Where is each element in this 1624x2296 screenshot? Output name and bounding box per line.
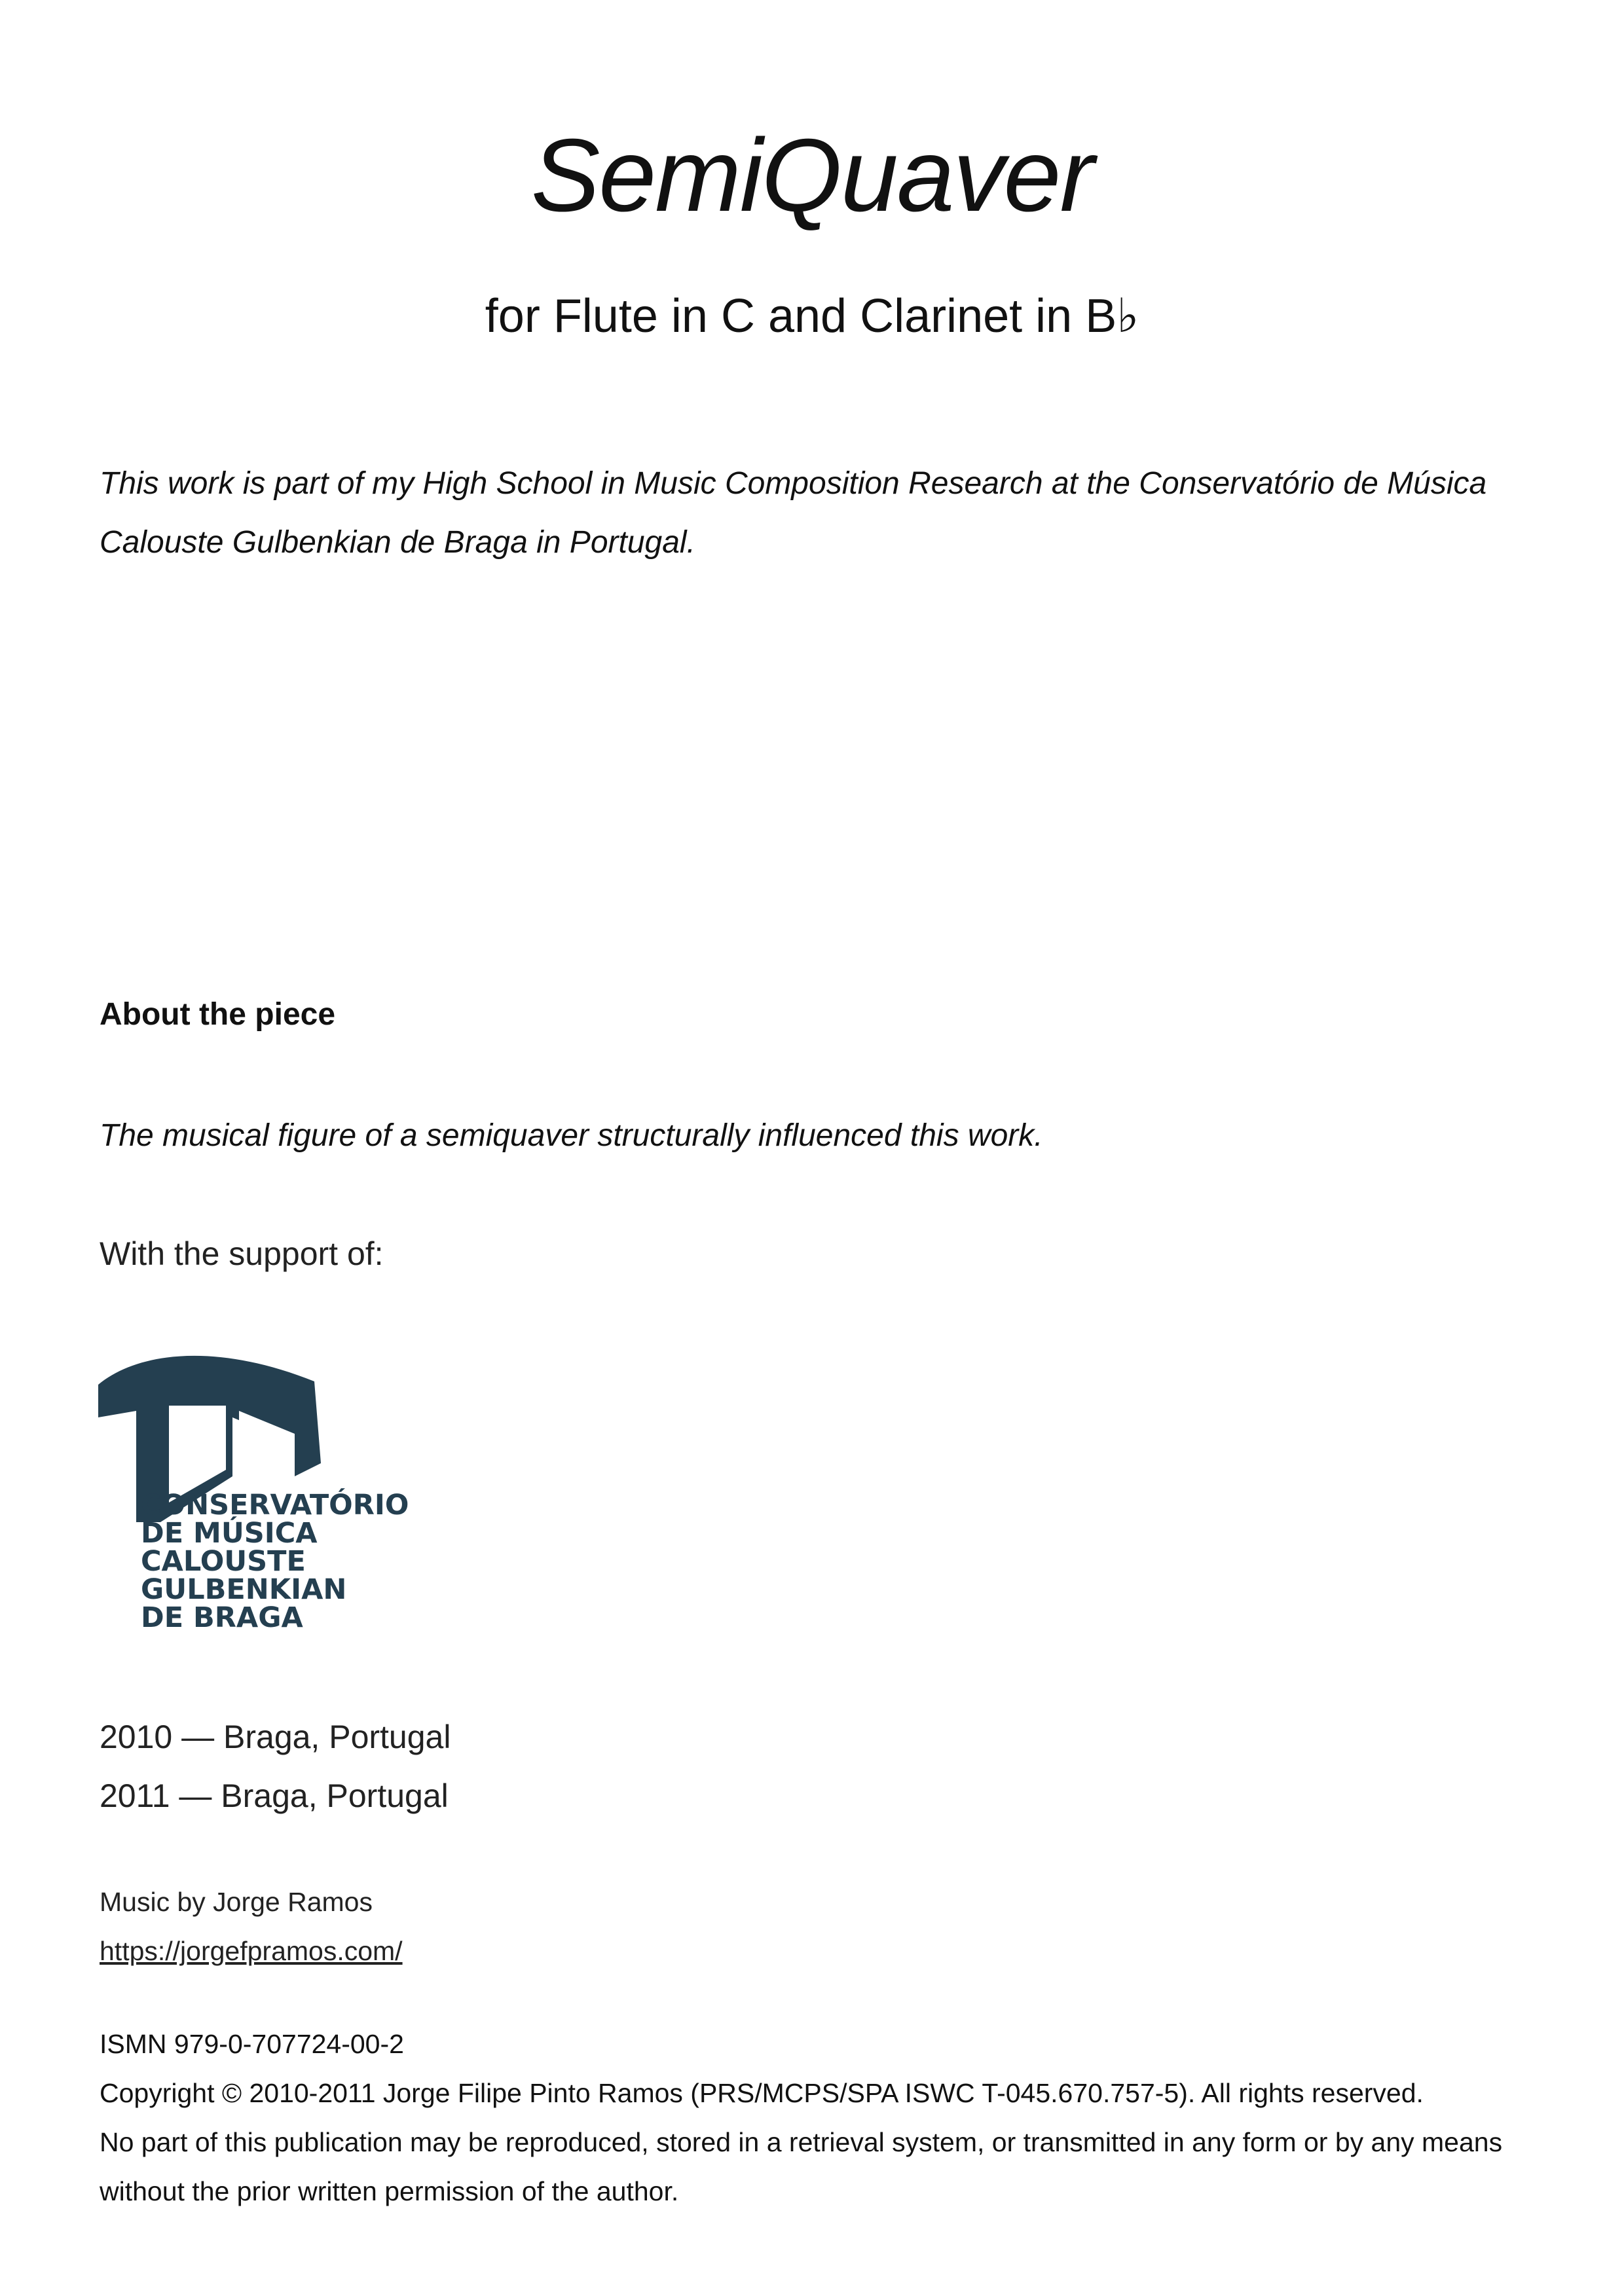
- author-website-link[interactable]: https://jorgefpramos.com/: [100, 1936, 403, 1966]
- logo-line: GULBENKIAN: [141, 1573, 347, 1606]
- place-item: 2010 — Braga, Portugal: [100, 1719, 451, 1755]
- credits: [100, 1878, 403, 1976]
- place-item: 2011 — Braga, Portugal: [100, 1777, 449, 1814]
- places-list: [100, 1707, 451, 1825]
- logo-line: CONSERVATÓRIO: [141, 1489, 409, 1522]
- logo-line: DE MÚSICA: [141, 1517, 318, 1550]
- music-by: Music by Jorge Ramos: [100, 1887, 373, 1917]
- logo-wordmark: [141, 1491, 409, 1632]
- intro-paragraph: This work is part of my High School in Music Composition Research at the Conservatório de Música Calouste Gulbenkian de Braga in Portugal.: [100, 466, 1487, 560]
- about-text: The musical figure of a semiquaver structurally influenced this work.: [100, 1118, 1043, 1153]
- legal-notice: [100, 2020, 1573, 2216]
- ismn: ISMN 979-0-707724-00-2: [100, 2029, 404, 2059]
- logo-line: CALOUSTE: [141, 1545, 306, 1578]
- copyright: Copyright © 2010-2011 Jorge Filipe Pinto Ramos (PRS/MCPS/SPA ISWC T-045.670.757-5). All rights reserved.: [100, 2078, 1424, 2108]
- logo-line: DE BRAGA: [141, 1601, 303, 1634]
- about-heading: About the piece: [100, 997, 336, 1032]
- rights-notice: No part of this publication may be reproduced, stored in a retrieval system, or transmitted in any form or by any means without the prior written permission of the author.: [100, 2127, 1503, 2206]
- subtitle: for Flute in C and Clarinet in B♭: [485, 290, 1139, 342]
- support-label: With the support of:: [100, 1235, 384, 1272]
- page-title: SemiQuaver: [530, 118, 1094, 233]
